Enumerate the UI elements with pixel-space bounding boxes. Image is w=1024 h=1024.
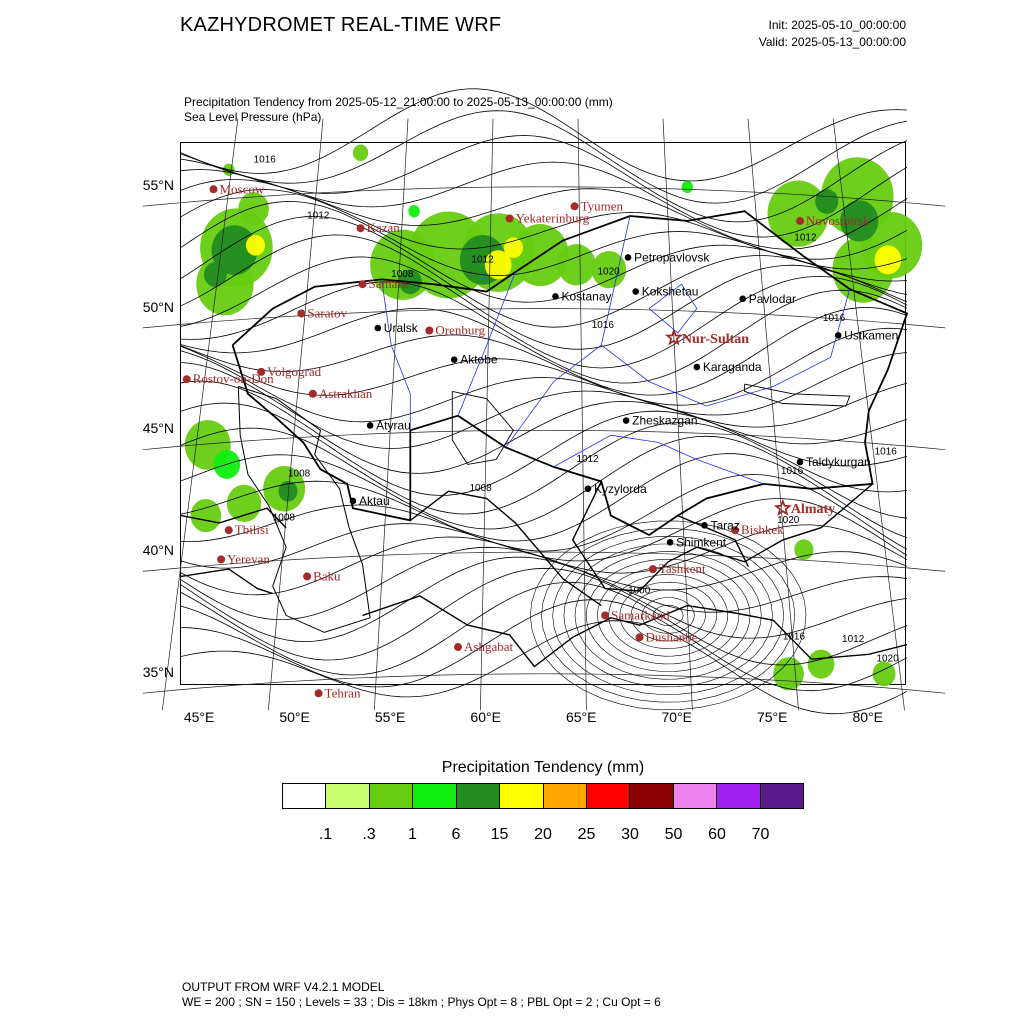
city-marker-icon	[632, 288, 639, 295]
legend-label: .1	[318, 826, 333, 843]
lon-tick-label: 70°E	[661, 709, 692, 725]
city-label-samarkand: Samarkand	[611, 607, 670, 623]
country-border-1	[181, 569, 273, 593]
precip-cell-22	[815, 189, 838, 214]
city-marker-icon	[552, 293, 559, 300]
city-label-nur-sultan: Nur-Sultan	[681, 331, 750, 347]
region-border-0	[382, 279, 411, 430]
legend-swatch	[326, 784, 369, 808]
parallel-45	[143, 430, 945, 449]
city-marker-icon	[367, 422, 374, 429]
city-marker-icon	[359, 280, 367, 288]
isobar-label: 1012	[842, 634, 865, 646]
lat-tick-label: 40°N	[142, 542, 174, 559]
lon-tick-label: 75°E	[756, 709, 788, 725]
isobar-line-19	[181, 276, 907, 368]
city-marker-icon	[297, 309, 305, 317]
city-marker-icon	[451, 356, 458, 363]
precip-cell-26	[227, 485, 261, 522]
lon-tick-label: 80°E	[852, 709, 884, 725]
city-label-shimkent: Shimkent	[676, 535, 727, 550]
capital-star-icon	[776, 501, 789, 514]
isobar-label: 1012	[576, 453, 599, 465]
model-config: WE = 200 ; SN = 150 ; Levels = 33 ; Dis = 18km ; Phys Opt = 8 ; PBL Opt = 2 ; Cu Opt = 6	[182, 995, 661, 1009]
lon-tick-label: 55°E	[374, 709, 406, 725]
map-frame[interactable]	[180, 142, 906, 701]
legend-label: 25	[577, 826, 596, 843]
city-label-taldykurgan: Taldykurgan	[806, 454, 871, 469]
isobar-line-15	[181, 351, 907, 422]
lat-tick-label: 35°N	[142, 663, 174, 680]
lon-tick-label: 60°E	[470, 709, 501, 725]
lon-tick-label: 50°E	[279, 709, 310, 725]
isobar-label: 1000	[628, 585, 651, 597]
legend-label: .3	[362, 826, 376, 843]
city-label-orenburg: Orenburg	[435, 322, 485, 338]
precip-cell-36	[682, 181, 693, 193]
valid-time: Valid: 2025-05-13_00:00:00	[758, 35, 906, 49]
isobar-label: 1016	[874, 446, 897, 458]
meridian-60	[480, 119, 493, 711]
precip-cell-34	[353, 144, 368, 161]
city-marker-icon	[374, 325, 381, 332]
isobar-label: 1012	[307, 210, 330, 222]
legend-swatch	[413, 784, 456, 808]
city-label-astrakhan: Astrakhan	[318, 385, 373, 401]
legend-swatch	[674, 784, 717, 808]
legend-swatch	[500, 784, 543, 808]
city-label-baku: Baku	[313, 568, 341, 584]
isobar-label: 1016	[253, 154, 276, 166]
city-label-zheskazgan: Zheskazgan	[632, 413, 698, 428]
legend-swatch	[370, 784, 413, 808]
city-marker-icon	[585, 485, 592, 492]
legend-label: 6	[451, 826, 461, 843]
precip-cell-32	[794, 539, 813, 560]
city-label-tehran: Tehran	[324, 685, 361, 701]
city-marker-icon	[625, 254, 632, 261]
isobar-label: 1016	[591, 320, 615, 332]
city-marker-icon	[835, 332, 842, 339]
city-label-ashgabat: Ashgabat	[464, 639, 514, 655]
meridian-45	[162, 119, 238, 711]
precip-cell-3	[246, 235, 265, 256]
isobar-label: 1020	[597, 266, 620, 278]
city-label-taraz: Taraz	[710, 518, 740, 533]
city-label-tashkent: Tashkent	[658, 561, 706, 577]
city-label-uralsk: Uralsk	[383, 321, 418, 336]
city-marker-icon	[183, 375, 191, 383]
city-label-kazan: Kazan	[366, 220, 400, 236]
precip-cell-12	[504, 237, 523, 258]
isobar-label: 1016	[782, 631, 806, 643]
city-label-almaty: Almaty	[790, 502, 836, 518]
legend-label: 70	[751, 826, 770, 843]
legend-label: 50	[664, 826, 683, 843]
precip-cell-4	[204, 262, 227, 287]
city-label-dushanbe: Dushanbe	[645, 629, 698, 645]
meridian-50	[268, 119, 323, 711]
legend-label: 30	[621, 826, 639, 843]
meridian-55	[374, 119, 408, 711]
city-marker-icon	[357, 224, 365, 232]
city-marker-icon	[303, 572, 311, 580]
legend-swatch	[761, 784, 803, 808]
city-label-kostanay: Kostanay	[561, 289, 612, 304]
lat-tick-label: 55°N	[142, 176, 174, 193]
city-marker-icon	[209, 185, 217, 193]
city-label-saratov: Saratov	[307, 305, 348, 321]
city-label-novosibirsk: Novosibirsk	[806, 212, 870, 228]
isobar-label: 1008	[469, 483, 492, 495]
legend-label: 20	[534, 826, 552, 843]
city-marker-icon	[309, 390, 317, 398]
legend-label: 15	[490, 826, 509, 843]
legend-swatch	[457, 784, 500, 808]
legend-swatch	[630, 784, 673, 808]
field-description-precip: Precipitation Tendency from 2025-05-12_21:00:00 to 2025-05-13_00:00:00 (mm)	[184, 95, 613, 109]
legend-label: 1	[408, 826, 417, 843]
city-marker-icon	[225, 526, 233, 534]
city-label-karaganda: Karaganda	[702, 360, 762, 375]
isobar-label: 1012	[794, 232, 817, 244]
city-label-yekaterinburg: Yekaterinburg	[515, 210, 590, 226]
precip-cell-21	[875, 245, 902, 274]
field-description-pressure: Sea Level Pressure (hPa)	[184, 110, 322, 124]
city-marker-icon	[601, 611, 609, 619]
city-marker-icon	[571, 202, 579, 210]
isobar-label: 1016	[780, 466, 804, 478]
city-marker-icon	[701, 522, 708, 529]
legend-swatch	[283, 784, 326, 808]
city-marker-icon	[636, 633, 644, 641]
lon-tick-label: 45°E	[183, 709, 215, 725]
isobar-label: 1012	[471, 254, 494, 266]
city-marker-icon	[623, 417, 630, 424]
legend-swatch	[544, 784, 587, 808]
city-label-rostov-on-don: Rostov-on-Don	[192, 371, 274, 387]
isobar-label: 1016	[822, 312, 846, 324]
color-legend-bar	[282, 783, 804, 809]
city-label-kokshetau: Kokshetau	[641, 284, 699, 299]
city-label-aktobe: Aktobe	[460, 352, 498, 367]
legend-swatch	[587, 784, 630, 808]
precip-cell-35	[408, 205, 419, 217]
city-marker-icon	[454, 643, 462, 651]
isobar-label: 1008	[287, 468, 311, 480]
region-border-3	[601, 289, 849, 406]
init-time: Init: 2025-05-10_00:00:00	[768, 18, 906, 32]
lat-tick-label: 50°N	[142, 298, 174, 315]
aral-coastline	[452, 391, 513, 464]
city-marker-icon	[506, 214, 514, 222]
city-label-tyumen: Tyumen	[580, 198, 623, 214]
city-marker-icon	[217, 555, 225, 563]
balkhash-coastline	[745, 384, 850, 406]
lat-tick-label: 45°N	[142, 420, 174, 437]
city-label-kyzylorda: Kyzylorda	[593, 481, 647, 496]
city-marker-icon	[667, 539, 674, 546]
city-marker-icon	[739, 296, 746, 303]
city-label-volgograd: Volgograd	[267, 363, 322, 379]
city-label-ustkamen: Ustkamen	[844, 328, 899, 343]
chart-title: KAZHYDROMET REAL-TIME WRF	[180, 14, 502, 36]
precip-cell-27	[191, 499, 222, 532]
city-marker-icon	[425, 326, 433, 334]
city-label-tbilisi: Tbilisi	[234, 522, 269, 538]
precip-cell-30	[808, 650, 835, 679]
city-marker-icon	[350, 498, 357, 505]
isobar-label: 1008	[272, 512, 295, 524]
city-label-petropavlovsk: Petropavlovsk	[634, 250, 710, 265]
city-marker-icon	[796, 217, 804, 225]
isobar-label: 1008	[391, 268, 414, 280]
isobar-line-17	[181, 308, 907, 396]
city-marker-icon	[315, 689, 323, 697]
city-label-bishkek: Bishkek	[741, 522, 784, 538]
city-label-atyrau: Atyrau	[376, 418, 411, 433]
city-label-samara: Samara	[368, 276, 408, 292]
legend-title: Precipitation Tendency (mm)	[441, 759, 645, 776]
city-label-moscow: Moscow	[219, 181, 265, 197]
legend-label: 60	[708, 826, 726, 843]
precip-cell-13	[557, 244, 595, 285]
city-marker-icon	[649, 565, 657, 573]
city-label-pavlodar: Pavlodar	[748, 291, 797, 306]
city-label-aktau: Aktau	[358, 493, 390, 508]
lon-tick-label: 65°E	[565, 709, 597, 725]
model-info: OUTPUT FROM WRF V4.2.1 MODEL	[182, 980, 385, 994]
isobar-label: 1020	[777, 514, 800, 526]
city-label-yerevan: Yerevan	[227, 551, 270, 567]
isobar-label: 1020	[876, 653, 899, 665]
precip-cell-29	[773, 657, 804, 690]
city-marker-icon	[694, 364, 701, 371]
legend-swatch	[717, 784, 760, 808]
city-marker-icon	[797, 459, 804, 466]
map-canvas[interactable]	[181, 143, 907, 701]
